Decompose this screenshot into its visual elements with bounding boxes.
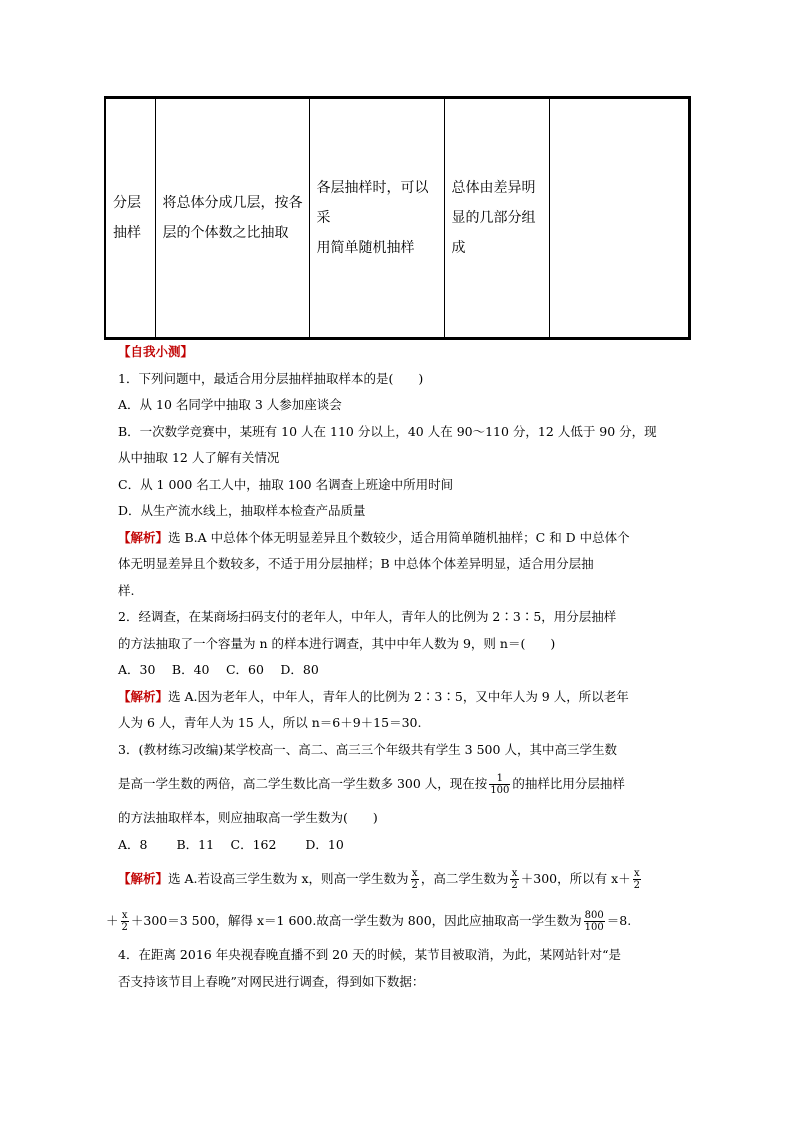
q1-option-d: D．从生产流水线上，抽取样本检查产品质量 — [118, 503, 366, 518]
fraction-x-over-2: $\frac{x}{2}$ — [411, 868, 418, 891]
q2-stem-line2: 的方法抽取了一个容量为 n 的样本进行调查，其中中年人数为 9，则 n＝( ) — [118, 635, 556, 651]
q2-stem-line1: 2．经调查，在某商场扫码支付的老年人，中年人，青年人的比例为 2∶3∶5，用分层抽样 — [118, 609, 617, 624]
answer-label: 【解析】 — [118, 871, 169, 886]
q3-stem-line2: 是高一学生数的两倍，高二学生数比高一学生数多 300 人，现在按 $\frac{1}{100}$ 的抽样比用分层抽样 — [118, 773, 625, 796]
q1-answer-line1: 【解析】选 B.A 中总体个体无明显差异且个数较少，适合用简单随机抽样；C 和 D 中总体个 — [118, 529, 630, 545]
q3-answer-line2: ＋ $\frac{x}{2}$ ＋300＝3 500，解得 x＝1 600.故高一学生数为 800，因此应抽取高一学生数为 $\frac{800}{100}$ ＝8. — [106, 910, 632, 933]
table-cell-method: 分层 抽样 — [105, 98, 155, 339]
q4-stem-line1: 4．在距离 2016 年央视春晚直播不到 20 天的时候，某节目被取消，为此，某网站针对“是 — [118, 947, 621, 962]
fraction-x-over-2: $\frac{x}{2}$ — [511, 868, 518, 891]
q3-options: A．8 B．11 C．162 D．10 — [118, 836, 344, 852]
q2-answer-line1: 【解析】选 A.因为老年人，中年人，青年人的比例为 2∶3∶5，又中年人为 9 人，所以老年 — [118, 688, 629, 704]
table-cell-empty — [549, 98, 689, 339]
table-cell-scope: 总体由差异明 显的几部分组 成 — [444, 98, 549, 339]
q3-answer-line1: 【解析】选 A.若设高三学生数为 x，则高一学生数为 $\frac{x}{2}$ ，高二学生数为 $\frac{x}{2}$ ＋300，所以有 x＋ $\frac{x}{2}$ — [118, 868, 641, 891]
q4-stem-line2: 否支持该节目上春晚”对网民进行调查，得到如下数据： — [118, 973, 425, 989]
q1-option-b-line2: 从中抽取 12 人了解有关情况 — [118, 450, 280, 465]
q2-answer-line2: 人为 6 人，青年人为 15 人，所以 n＝6＋9＋15＝30. — [118, 715, 422, 730]
q1-answer-line3: 样. — [118, 582, 135, 598]
answer-label: 【解析】 — [118, 529, 169, 545]
q1-stem: 1．下列问题中，最适合用分层抽样抽取样本的是( ) — [118, 370, 424, 386]
answer-label: 【解析】 — [118, 688, 169, 704]
table-row — [105, 98, 689, 339]
q1-answer-line2: 体无明显差异且个数较多，不适于用分层抽样；B 中总体个体差异明显，适合用分层抽 — [118, 556, 594, 571]
section-heading: 【自我小测】 — [118, 344, 194, 359]
fraction-x-over-2: $\frac{x}{2}$ — [633, 868, 641, 891]
fraction-x-over-2: $\frac{x}{2}$ — [121, 910, 128, 933]
table-cell-feature: 各层抽样时，可以采 用简单随机抽样 — [309, 98, 444, 339]
table-cell-definition: 将总体分成几层，按各 层的个体数之比抽取 — [155, 98, 309, 339]
exercise-content — [106, 339, 683, 995]
q2-options: A．30 B．40 C．60 D．80 — [118, 662, 319, 677]
q3-stem-line1: 3．(教材练习改编)某学校高一、高二、高三三个年级共有学生 3 500 人，其中高三学生数 — [118, 741, 617, 757]
sampling-methods-table — [104, 96, 691, 340]
fraction-800-over-100: $\frac{800}{100}$ — [584, 910, 604, 933]
fraction-one-hundredth: $\frac{1}{100}$ — [490, 773, 510, 796]
q1-option-b-line1: B．一次数学竞赛中，某班有 10 人在 110 分以上，40 人在 90～110 分，12 人低于 90 分，现 — [118, 423, 657, 439]
q3-stem-line3: 的方法抽取样本，则应抽取高一学生数为( ) — [118, 810, 378, 825]
q1-option-c: C．从 1 000 名工人中，抽取 100 名调查上班途中所用时间 — [118, 476, 454, 492]
q1-option-a: A．从 10 名同学中抽取 3 人参加座谈会 — [118, 397, 342, 412]
